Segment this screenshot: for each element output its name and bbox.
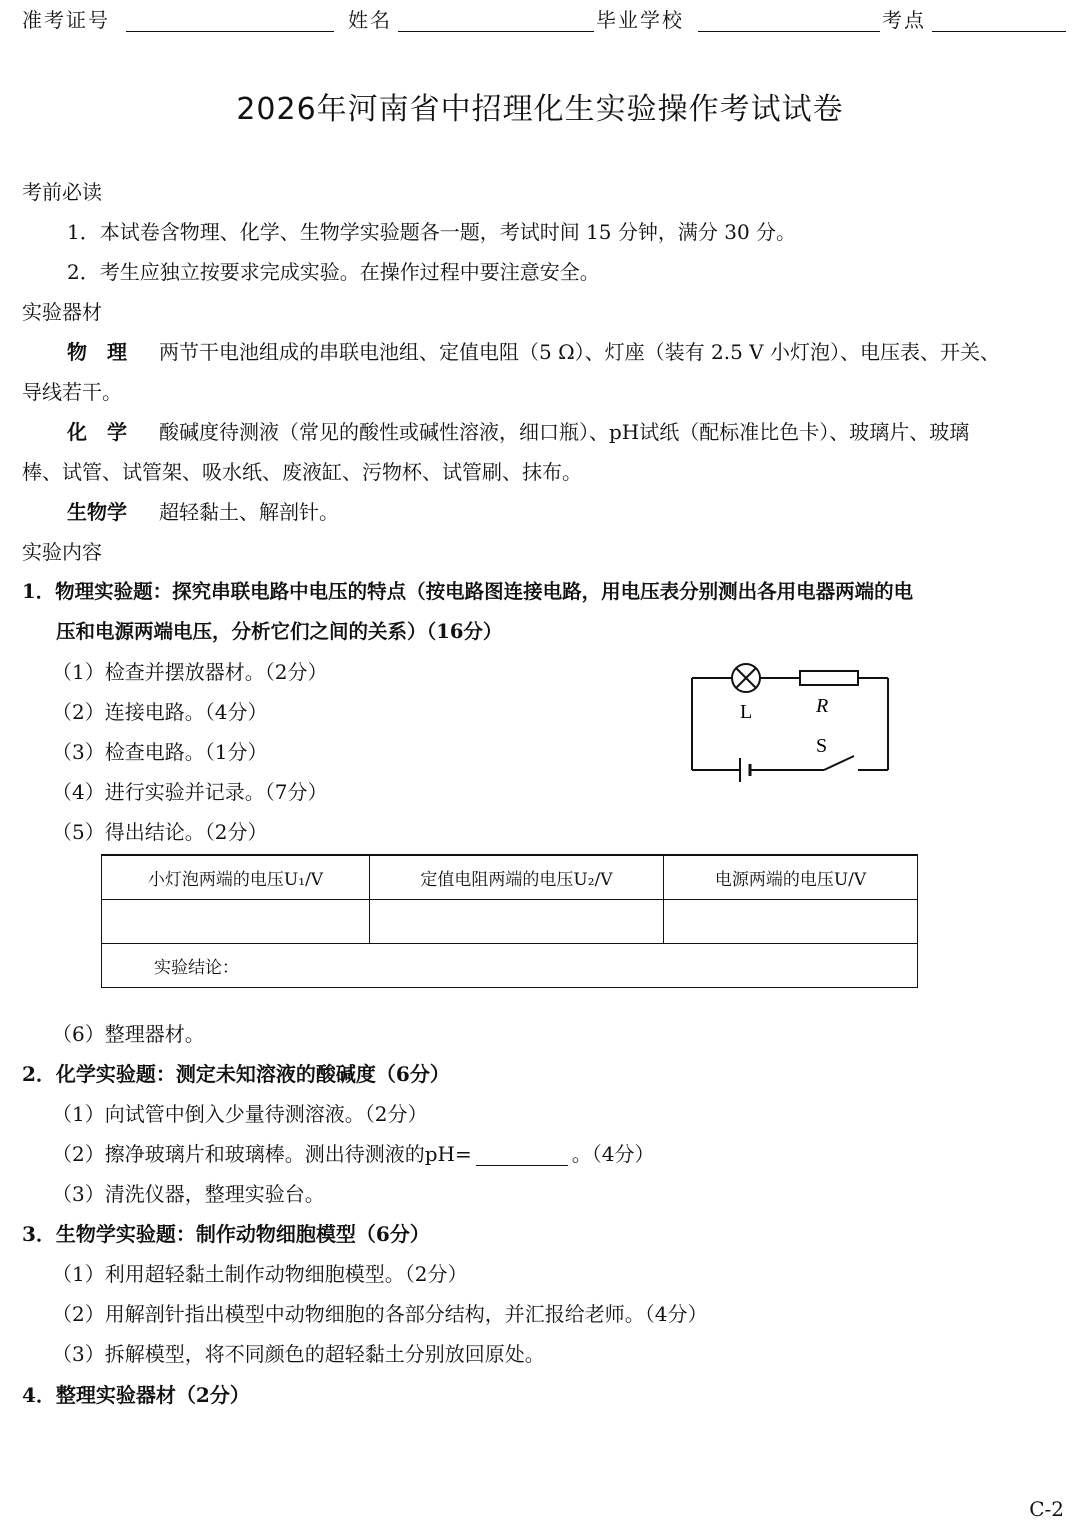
school-field[interactable] bbox=[698, 31, 880, 32]
exam-number-label: 准考证号 bbox=[22, 8, 110, 32]
u1-value-cell[interactable] bbox=[102, 900, 370, 944]
q1-step: （5）得出结论。（2分） bbox=[52, 820, 268, 844]
q2-step2-score: 。（4分） bbox=[571, 1142, 655, 1166]
name-label: 姓名 bbox=[348, 8, 392, 32]
u2-value-cell[interactable] bbox=[370, 900, 664, 944]
biology-label: 生物学 bbox=[67, 500, 127, 524]
q4-title: 4．整理实验器材（2分） bbox=[22, 1383, 250, 1407]
table-header-u1: 小灯泡两端的电压U₁/V bbox=[102, 855, 370, 900]
must-read-item: 1．本试卷含物理、化学、生物学实验题各一题，考试时间 15 分钟，满分 30 分。 bbox=[67, 220, 797, 244]
q1-title-cont: 压和电源两端电压，分析它们之间的关系）（16分） bbox=[56, 620, 503, 643]
table-row bbox=[102, 855, 918, 900]
q2-title: 2．化学实验题：测定未知溶液的酸碱度（6分） bbox=[22, 1062, 450, 1086]
table-header-u: 电源两端的电压U/V bbox=[664, 855, 918, 900]
physics-equipment-text: 两节干电池组成的串联电池组、定值电阻（5 Ω）、灯座（装有 2.5 V 小灯泡）、电压表、开关、 bbox=[159, 340, 1000, 364]
school-label: 毕业学校 bbox=[596, 8, 684, 32]
exam-number-field[interactable] bbox=[126, 31, 334, 32]
name-field[interactable] bbox=[398, 31, 594, 32]
u-value-cell[interactable] bbox=[664, 900, 918, 944]
page-title: 2026年河南省中招理化生实验操作考试试卷 bbox=[236, 92, 844, 127]
ph-answer-blank[interactable] bbox=[476, 1145, 568, 1166]
resistor-icon bbox=[800, 671, 858, 685]
page-number: C-2 bbox=[1029, 1497, 1064, 1521]
chemistry-equipment bbox=[67, 420, 969, 444]
site-field[interactable] bbox=[932, 31, 1066, 32]
q2-step bbox=[52, 1142, 654, 1166]
q3-step: （2）用解剖针指出模型中动物细胞的各部分结构，并汇报给老师。（4分） bbox=[52, 1302, 708, 1326]
q1-step: （3）检查电路。（1分） bbox=[52, 740, 268, 764]
table-row bbox=[102, 900, 918, 944]
switch-icon bbox=[824, 756, 854, 770]
physics-equipment bbox=[67, 340, 1000, 364]
q3-step: （3）拆解模型，将不同颜色的超轻黏土分别放回原处。 bbox=[52, 1342, 545, 1366]
biology-equipment-text: 超轻黏土、解剖针。 bbox=[159, 500, 339, 524]
table-header-u2: 定值电阻两端的电压U₂/V bbox=[370, 855, 664, 900]
biology-equipment bbox=[67, 500, 339, 524]
physics-label: 物 理 bbox=[67, 340, 127, 364]
chemistry-equipment-text: 酸碱度待测液（常见的酸性或碱性溶液，细口瓶）、pH试纸（配标准比色卡）、玻璃片、玻璃 bbox=[159, 420, 970, 444]
q1-step: （6）整理器材。 bbox=[52, 1022, 205, 1046]
q2-step2-text: （2）擦净玻璃片和玻璃棒。测出待测液的pH= bbox=[52, 1142, 472, 1166]
q3-step: （1）利用超轻黏土制作动物细胞模型。（2分） bbox=[52, 1262, 468, 1286]
must-read-heading: 考前必读 bbox=[22, 180, 102, 204]
q1-title: 1．物理实验题：探究串联电路中电压的特点（按电路图连接电路，用电压表分别测出各用电器两端的电 bbox=[22, 580, 914, 603]
circuit-diagram bbox=[684, 656, 894, 786]
record-table bbox=[101, 854, 918, 988]
q1-step: （1）检查并摆放器材。（2分） bbox=[52, 660, 328, 684]
chemistry-equipment-cont: 棒、试管、试管架、吸水纸、废液缸、污物杯、试管刷、抹布。 bbox=[22, 460, 582, 484]
chemistry-label: 化 学 bbox=[67, 420, 127, 444]
conclusion-label: 实验结论： bbox=[154, 958, 239, 978]
q2-step: （3）清洗仪器，整理实验台。 bbox=[52, 1182, 325, 1206]
q1-step: （2）连接电路。（4分） bbox=[52, 700, 268, 724]
physics-equipment-cont: 导线若干。 bbox=[22, 380, 122, 404]
resistor-label: R bbox=[816, 695, 829, 717]
equipment-heading: 实验器材 bbox=[22, 300, 102, 324]
switch-label: S bbox=[816, 735, 828, 757]
content-heading: 实验内容 bbox=[22, 540, 102, 564]
site-label: 考点 bbox=[882, 8, 926, 32]
q2-step: （1）向试管中倒入少量待测溶液。（2分） bbox=[52, 1102, 428, 1126]
lamp-label: L bbox=[740, 701, 753, 723]
q1-step: （4）进行实验并记录。（7分） bbox=[52, 780, 328, 804]
must-read-item: 2．考生应独立按要求完成实验。在操作过程中要注意安全。 bbox=[67, 260, 600, 284]
q3-title: 3．生物学实验题：制作动物细胞模型（6分） bbox=[22, 1222, 430, 1246]
table-row bbox=[102, 944, 918, 988]
conclusion-cell[interactable] bbox=[102, 944, 918, 988]
